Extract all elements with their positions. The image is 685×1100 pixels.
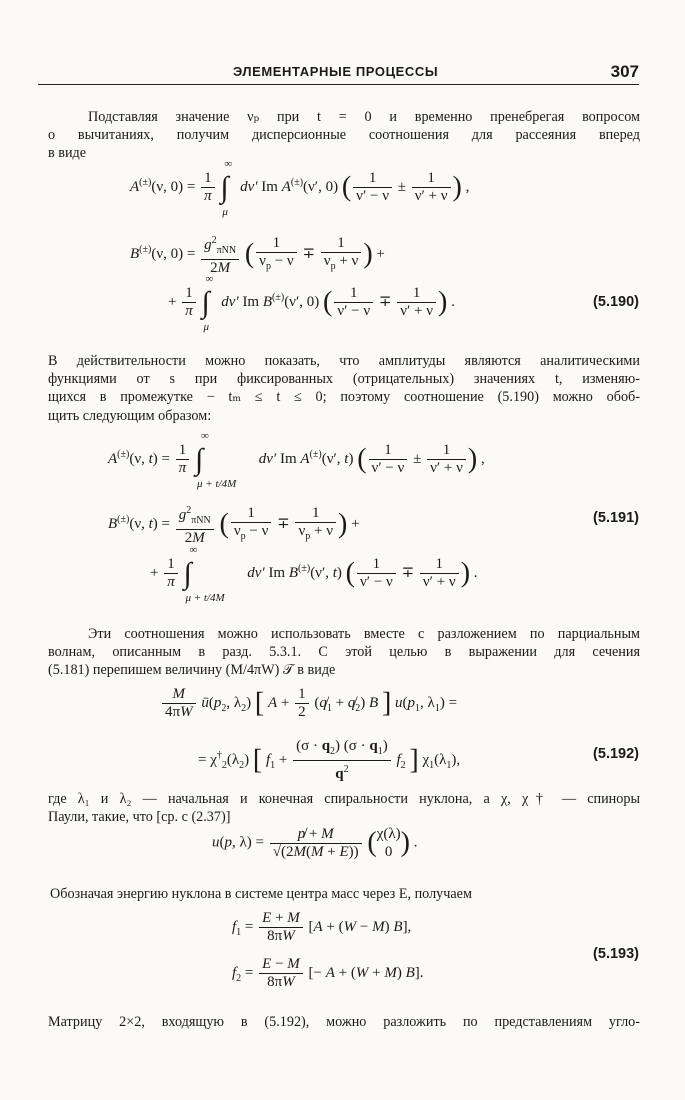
formula-line: + $\frac{1}{\pi}$ ∫ ∞ μ dν′ Im B(±)(ν′, 0) ( $\frac{1}{\nu' - \nu}$ ∓ $\frac{1}{\nu' + \nu}$ ) . xyxy=(168,272,455,333)
equation-5-192 xyxy=(0,680,685,785)
page-number: 307 xyxy=(610,62,639,81)
paragraph-3 xyxy=(48,625,640,680)
header-rule xyxy=(38,84,639,85)
formula-line: A(±)(ν, 0) = $\frac{1}{\pi}$ ∫ ∞ μ dν′ Im A(±)(ν′, 0) ( $\frac{1}{\nu' - \nu}$ ± $\frac{1}{\nu' + \nu}$ ) , xyxy=(130,157,470,218)
text-line: функциями от s при фиксированных (отрицательных) значениях t, изменяю- xyxy=(48,371,640,388)
formula-line: $f_1$ = $\frac{E + M}{8\pi W}$ [A + (W − M) B], xyxy=(232,910,412,944)
text-line: Паули, такие, что [ср. с (2.37)] xyxy=(48,809,231,826)
formula-line: B(±)(ν, t) = $\frac{g^2_{\pi NN}}{2M}$ ( $\frac{1}{\nu_p - \nu}$ ∓ $\frac{1}{\nu_p + \nu}$ ) + xyxy=(108,502,360,547)
formula-line: $\frac{M}{4\pi W}$ $ū(p_2$, $\lambda_2$) [ A + $\frac{1}{2}$ ($q̸_1$ + $q̸_2$) B ] $u(p_1$, $\lambda_1$) = xyxy=(160,686,457,721)
text-line: щихся в промежутке − tₘ ≤ t ≤ 0; поэтому соотношение (5.190) можно обоб- xyxy=(48,389,640,406)
text-line: где λ₁ и λ₂ — начальная и конечная спиральности нуклона, а χ, χ† — спиноры xyxy=(48,791,640,807)
formula-line: B(±)(ν, 0) = $\frac{g^2_{\pi NN}}{2M}$ ( $\frac{1}{\nu_p - \nu}$ ∓ $\frac{1}{\nu_p + \nu}$ ) + xyxy=(130,232,385,277)
spinor-formula xyxy=(0,825,685,875)
formula-line: + $\frac{1}{\pi}$ ∫ ∞ μ + t/4M dν′ Im B(±)(ν′, t) ( $\frac{1}{\nu' - \nu}$ ∓ $\frac{1}{\nu' + \nu}$ ) . xyxy=(150,543,478,604)
text-line: Подставляя значение νₚ при t = 0 и временно пренебрегая вопросом xyxy=(88,109,640,125)
text-line: волнам, описанным в разд. 5.3.1. С этой целью в выражении для сечения xyxy=(48,644,640,661)
text-line: Эти соотношения можно использовать вместе с разложением по парциальным xyxy=(88,626,640,642)
page-header xyxy=(38,62,639,86)
formula-line: $f_2$ = $\frac{E - M}{8\pi W}$ [− A + (W + M) B]. xyxy=(232,956,424,990)
equation-5-193 xyxy=(0,908,685,1000)
paragraph-1 xyxy=(48,108,640,163)
paragraph-4 xyxy=(48,790,640,826)
equation-number: (5.192) xyxy=(593,746,639,762)
formula-line: u(p, λ) = $\frac{p̸ + M}{√(2M(M + E))}$ (χ(λ) 0 ) . xyxy=(212,825,418,860)
equation-number: (5.190) xyxy=(593,294,639,310)
text-line: Обозначая энергию нуклона в системе центра масс через E, получаем xyxy=(50,886,472,902)
equation-number: (5.193) xyxy=(593,946,639,962)
text-line: Матрицу 2×2, входящую в (5.192), можно разложить по представлениям угло- xyxy=(48,1014,640,1030)
text-line: (5.181) перепишем величину (M/4πW) 𝒯 в виде xyxy=(48,662,336,679)
equation-5-191 xyxy=(0,429,685,610)
text-line: щить следующим образом: xyxy=(48,407,212,424)
formula-line: = $\chi^\dagger_2(\lambda_2)$ [ $f_1$ + $\frac{(\sigma \cdot q_2) (\sigma \cdot q_1)}{q^2}$ $f_2$ ] $\chi_1(\lambda_1)$, xyxy=(198,738,461,782)
paragraph-6 xyxy=(48,1013,640,1031)
equation-number: (5.191) xyxy=(593,510,639,526)
text-line: В действительности можно показать, что амплитуды являются аналитическими xyxy=(48,353,640,369)
paragraph-2 xyxy=(48,352,640,425)
paragraph-5 xyxy=(48,885,640,903)
text-line: о вычитаниях, получим дисперсионные соотношения для рассеяния вперед xyxy=(48,127,640,144)
running-title: ЭЛЕМЕНТАРНЫЕ ПРОЦЕССЫ xyxy=(233,64,439,79)
equation-5-190 xyxy=(0,157,685,335)
text-line: в виде xyxy=(48,145,87,162)
formula-line: A(±)(ν, t) = $\frac{1}{\pi}$ ∫ ∞ μ + t/4M dν′ Im A(±)(ν′, t) ( $\frac{1}{\nu' - \nu}$ ± $\frac{1}{\nu' + \nu}$ ) , xyxy=(108,429,485,490)
